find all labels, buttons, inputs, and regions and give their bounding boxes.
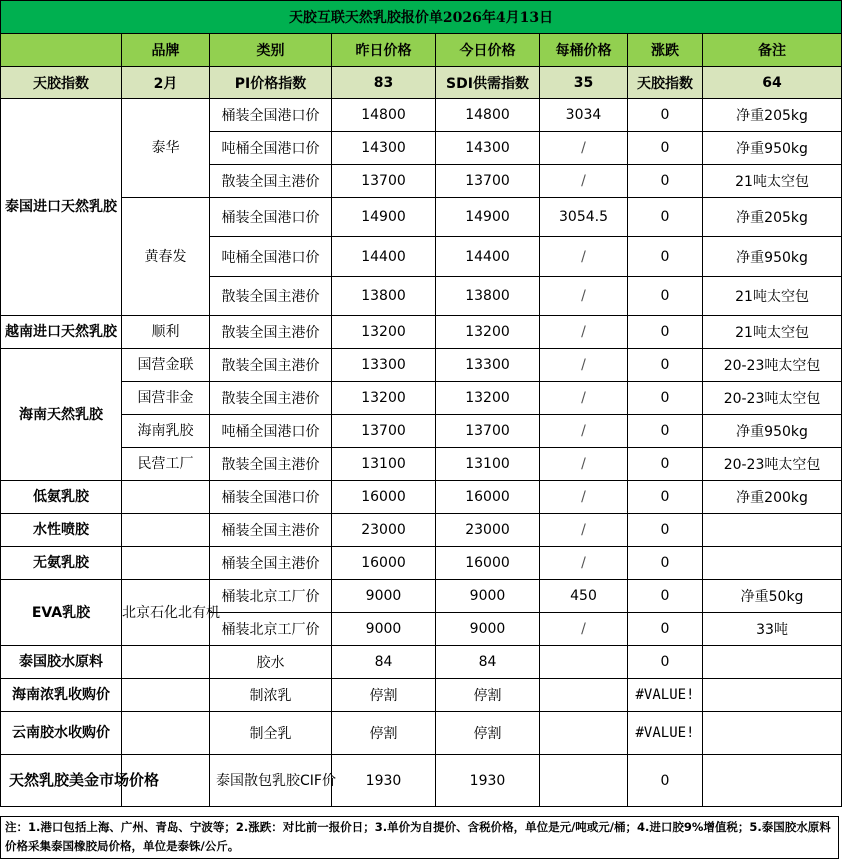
brand-label: 黄春发 (122, 198, 210, 316)
table-row (1, 415, 842, 448)
category-cell: 散装全国主港价 (210, 316, 332, 349)
yesterday-price: 13100 (332, 448, 436, 481)
note-cell: 20-23吨太空包 (703, 382, 842, 415)
pi-label: PI价格指数 (210, 67, 332, 99)
category-cell: 胶水 (210, 646, 332, 679)
category-cell: 桶装全国港口价 (210, 198, 332, 237)
brand-label: 顺利 (122, 316, 210, 349)
note-cell: 净重950kg (703, 132, 842, 165)
yesterday-price: 13800 (332, 277, 436, 316)
note-cell (703, 712, 842, 755)
today-price: 14800 (436, 99, 540, 132)
barrel-price: 3054.5 (540, 198, 628, 237)
barrel-price: / (540, 481, 628, 514)
table-row (1, 547, 842, 580)
header-brand: 品牌 (122, 34, 210, 67)
category-cell: 桶装全国港口价 (210, 481, 332, 514)
yesterday-price: 13700 (332, 165, 436, 198)
barrel-price: / (540, 514, 628, 547)
today-price: 16000 (436, 481, 540, 514)
today-price: 13100 (436, 448, 540, 481)
category-cell: 散装全国主港价 (210, 448, 332, 481)
header-category: 类别 (210, 34, 332, 67)
barrel-price: / (540, 448, 628, 481)
note-cell (703, 547, 842, 580)
today-price: 16000 (436, 547, 540, 580)
yesterday-price: 16000 (332, 481, 436, 514)
brand-label (122, 514, 210, 547)
yesterday-price: 13200 (332, 316, 436, 349)
change-value: 0 (628, 613, 703, 646)
barrel-price (540, 712, 628, 755)
group-label: 泰国胶水原料 (1, 646, 122, 679)
category-cell: 散装全国主港价 (210, 349, 332, 382)
barrel-price (540, 679, 628, 712)
header-change: 涨跌 (628, 34, 703, 67)
tj-index-label: 天胶指数 (628, 67, 703, 99)
header-today: 今日价格 (436, 34, 540, 67)
today-price: 13300 (436, 349, 540, 382)
group-label: 低氨乳胶 (1, 481, 122, 514)
brand-label (122, 646, 210, 679)
category-cell: 桶装北京工厂价 (210, 613, 332, 646)
today-price: 13200 (436, 382, 540, 415)
sdi-label: SDI供需指数 (436, 67, 540, 99)
yesterday-price: 1930 (332, 755, 436, 807)
yesterday-price: 9000 (332, 580, 436, 613)
table-row (1, 580, 842, 613)
today-price: 停割 (436, 712, 540, 755)
change-value: 0 (628, 316, 703, 349)
table-row (1, 679, 842, 712)
table-row (1, 349, 842, 382)
change-value: 0 (628, 198, 703, 237)
group-label: 海南天然乳胶 (1, 349, 122, 481)
change-value: 0 (628, 448, 703, 481)
note-cell: 20-23吨太空包 (703, 349, 842, 382)
table-row (1, 448, 842, 481)
yesterday-price: 停割 (332, 712, 436, 755)
change-value: 0 (628, 237, 703, 277)
barrel-price (540, 646, 628, 679)
note-cell: 净重50kg (703, 580, 842, 613)
footnote: 注：1.港口包括上海、广州、青岛、宁波等；2.涨跌：对比前一报价日；3.单价为自提价、含税价格，单位是元/吨或元/桶；4.进口胶9%增值税；5.泰国胶水原料价格采集泰国橡胶局价格，单位是泰铢/公斤。 (0, 816, 839, 859)
group-label: 云南胶水收购价 (1, 712, 122, 755)
change-value: 0 (628, 580, 703, 613)
note-cell: 33吨 (703, 613, 842, 646)
today-price: 13700 (436, 165, 540, 198)
note-cell: 净重200kg (703, 481, 842, 514)
tj-index-value: 64 (703, 67, 842, 99)
today-price: 1930 (436, 755, 540, 807)
brand-label: 海南乳胶 (122, 415, 210, 448)
change-value: #VALUE! (628, 712, 703, 755)
note-cell (703, 514, 842, 547)
sdi-value: 35 (540, 67, 628, 99)
today-price: 84 (436, 646, 540, 679)
note-cell: 净重205kg (703, 198, 842, 237)
note-cell (703, 646, 842, 679)
note-cell: 净重950kg (703, 415, 842, 448)
brand-label: 国营非金 (122, 382, 210, 415)
brand-label: 北京石化北有机 (122, 580, 210, 646)
yesterday-price: 23000 (332, 514, 436, 547)
category-cell: 制全乳 (210, 712, 332, 755)
brand-label: 泰华 (122, 99, 210, 198)
change-value: 0 (628, 165, 703, 198)
change-value: 0 (628, 132, 703, 165)
category-cell: 泰国散包乳胶CIF价 (210, 755, 332, 807)
barrel-price: / (540, 132, 628, 165)
yesterday-price: 13700 (332, 415, 436, 448)
group-label: 泰国进口天然乳胶 (1, 99, 122, 316)
category-cell: 桶装全国港口价 (210, 99, 332, 132)
table-row (1, 316, 842, 349)
yesterday-price: 13300 (332, 349, 436, 382)
note-cell: 20-23吨太空包 (703, 448, 842, 481)
barrel-price: / (540, 165, 628, 198)
index-month: 2月 (122, 67, 210, 99)
brand-label (122, 712, 210, 755)
change-value: 0 (628, 99, 703, 132)
table-row (1, 198, 842, 237)
barrel-price: / (540, 237, 628, 277)
barrel-price: / (540, 277, 628, 316)
group-label: 越南进口天然乳胶 (1, 316, 122, 349)
barrel-price (540, 755, 628, 807)
group-label: EVA乳胶 (1, 580, 122, 646)
today-price: 13200 (436, 316, 540, 349)
barrel-price: / (540, 349, 628, 382)
change-value: 0 (628, 277, 703, 316)
category-cell: 吨桶全国港口价 (210, 237, 332, 277)
brand-label (122, 547, 210, 580)
change-value: 0 (628, 514, 703, 547)
header-per-barrel: 每桶价格 (540, 34, 628, 67)
today-price: 23000 (436, 514, 540, 547)
yesterday-price: 14800 (332, 99, 436, 132)
brand-label: 国营金联 (122, 349, 210, 382)
sheet-title: 天胶互联天然乳胶报价单2026年4月13日 (1, 1, 842, 34)
change-value: 0 (628, 382, 703, 415)
change-value: 0 (628, 646, 703, 679)
today-price: 13800 (436, 277, 540, 316)
index-row (1, 67, 842, 99)
category-cell: 吨桶全国港口价 (210, 132, 332, 165)
barrel-price: / (540, 547, 628, 580)
yesterday-price: 13200 (332, 382, 436, 415)
table-row (1, 646, 842, 679)
yesterday-price: 16000 (332, 547, 436, 580)
today-price: 14300 (436, 132, 540, 165)
note-cell: 21吨太空包 (703, 165, 842, 198)
yesterday-price: 14400 (332, 237, 436, 277)
group-label: 海南浓乳收购价 (1, 679, 122, 712)
today-price: 14400 (436, 237, 540, 277)
barrel-price: / (540, 415, 628, 448)
group-label: 水性喷胶 (1, 514, 122, 547)
yesterday-price: 84 (332, 646, 436, 679)
barrel-price: / (540, 316, 628, 349)
group-label: 天然乳胶美金市场价格 (1, 755, 122, 807)
yesterday-price: 14300 (332, 132, 436, 165)
change-value: 0 (628, 349, 703, 382)
header-row (1, 34, 842, 67)
category-cell: 吨桶全国港口价 (210, 415, 332, 448)
group-label: 无氨乳胶 (1, 547, 122, 580)
header-note: 备注 (703, 34, 842, 67)
brand-label (122, 481, 210, 514)
change-value: 0 (628, 755, 703, 807)
today-price: 14900 (436, 198, 540, 237)
brand-label (122, 679, 210, 712)
table-row (1, 755, 842, 807)
today-price: 13700 (436, 415, 540, 448)
pi-value: 83 (332, 67, 436, 99)
category-cell: 桶装北京工厂价 (210, 580, 332, 613)
barrel-price: 3034 (540, 99, 628, 132)
note-cell: 21吨太空包 (703, 277, 842, 316)
note-cell: 21吨太空包 (703, 316, 842, 349)
note-cell: 净重205kg (703, 99, 842, 132)
change-value: 0 (628, 415, 703, 448)
category-cell: 散装全国主港价 (210, 382, 332, 415)
header-blank (1, 34, 122, 67)
table-row (1, 481, 842, 514)
yesterday-price: 停割 (332, 679, 436, 712)
category-cell: 桶装全国主港价 (210, 547, 332, 580)
change-value: 0 (628, 481, 703, 514)
barrel-price: / (540, 613, 628, 646)
today-price: 9000 (436, 580, 540, 613)
yesterday-price: 9000 (332, 613, 436, 646)
today-price: 9000 (436, 613, 540, 646)
category-cell: 制浓乳 (210, 679, 332, 712)
today-price: 停割 (436, 679, 540, 712)
change-value: 0 (628, 547, 703, 580)
category-cell: 散装全国主港价 (210, 165, 332, 198)
note-cell (703, 679, 842, 712)
note-cell: 净重950kg (703, 237, 842, 277)
change-value: #VALUE! (628, 679, 703, 712)
index-label: 天胶指数 (1, 67, 122, 99)
table-row (1, 382, 842, 415)
brand-label: 民营工厂 (122, 448, 210, 481)
category-cell: 散装全国主港价 (210, 277, 332, 316)
table-row (1, 712, 842, 755)
table-row (1, 514, 842, 547)
note-cell (703, 755, 842, 807)
barrel-price: / (540, 382, 628, 415)
barrel-price: 450 (540, 580, 628, 613)
yesterday-price: 14900 (332, 198, 436, 237)
category-cell: 桶装全国主港价 (210, 514, 332, 547)
header-yesterday: 昨日价格 (332, 34, 436, 67)
table-row (1, 99, 842, 132)
